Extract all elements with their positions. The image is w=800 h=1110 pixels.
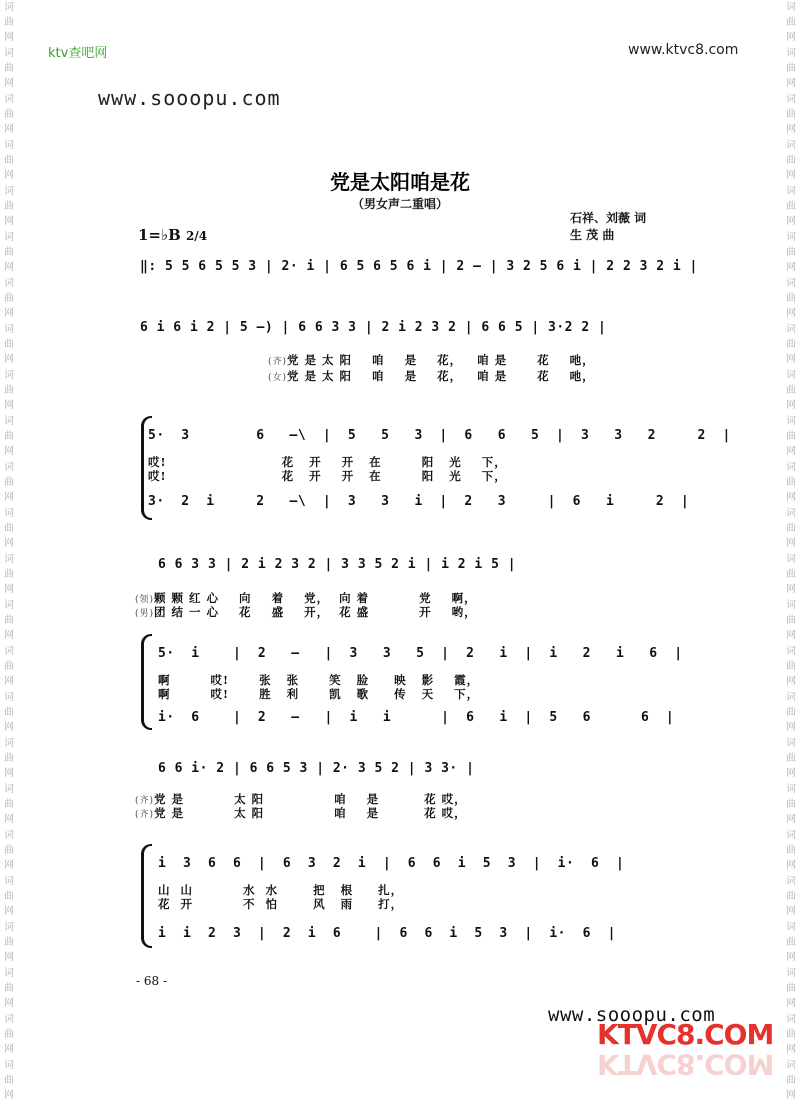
voice-tag: (男)	[135, 609, 155, 619]
top-watermark: www.sooopu.com	[98, 86, 281, 110]
staff-brace	[141, 844, 152, 948]
notation-line-2: 6 i 6 i 2 | 5 –) | 6 6 3 3 | 2 i 2 3 2 | 6 6 5 | 3·2 2 |	[140, 320, 607, 335]
notation-upper-3: 5· 3 6 –\ | 5 5 3 | 6 6 5 | 3 3 2 2 |	[148, 428, 731, 443]
key-signature	[138, 226, 207, 244]
lyric-text: 哎! 花 开 开 在 阳 光 下，	[148, 469, 507, 483]
song-subtitle: （男女声二重唱）	[351, 197, 448, 211]
lyric-text: 颗 颗 红 心 向 着 党， 向 着 党 啊，	[154, 591, 477, 605]
lyric-line	[158, 896, 403, 912]
voice-tag: (领)	[135, 595, 155, 605]
site-logo: KTVC8.COM	[597, 1018, 774, 1051]
notation-upper-5: 5· i | 2 – | 3 3 5 | 2 i | i 2 i 6 |	[158, 646, 683, 661]
bottom-watermark: www.sooopu.com	[548, 1004, 716, 1026]
notation-lower-5: i· 6 | 2 – | i i | 6 i | 5 6 6 |	[158, 710, 675, 725]
right-edge-watermark: 词 曲 网 词 曲 网 词 曲 网 词 曲 网 词 曲 网 词 曲 网 词 曲 网 词 曲 网 词 曲 网 词 曲 网 词 曲 网 词 曲 网 词 曲 网 词 曲 网 词 曲 网 词 曲 网 词 曲 网 词 曲 网 词 曲 网 词 曲 网 词 曲 网 词 曲 网 词 曲 网 词 曲 网	[786, 2, 796, 1101]
composer-credit: 生 茂 曲	[570, 228, 615, 242]
notation-lower-7: i i 2 3 | 2 i 6 | 6 6 i 5 3 | i· 6 |	[158, 926, 616, 941]
lyric-text: 花 开 不 怕 风 雨 打，	[158, 897, 404, 911]
lyric-line	[135, 604, 477, 620]
site-name-left[interactable]: ktv查吧网	[48, 46, 108, 61]
site-url-right[interactable]: www.ktvc8.com	[628, 42, 739, 58]
song-title: 党是太阳咱是花	[330, 170, 470, 194]
key-label: 1=♭B	[138, 226, 181, 244]
lyric-line	[268, 352, 595, 368]
notation-line-6: 6 6 i· 2 | 6 6 5 3 | 2· 3 5 2 | 3 3· |	[158, 761, 475, 776]
notation-line-1: ‖: 5 5 6 5 5 3 | 2· i | 6 5 6 5 6 i | 2 – | 3 2 5 6 i | 2 2 3 2 i |	[140, 259, 698, 274]
lyric-text: 党 是 太 阳 咱 是 花 哎，	[154, 792, 467, 806]
notation-line-4: 6 6 3 3 | 2 i 2 3 2 | 3 3 5 2 i | i 2 i 5 |	[158, 557, 517, 572]
credits	[570, 210, 646, 244]
lyric-text: 党 是 太 阳 咱 是 花 哎，	[154, 806, 467, 820]
voice-tag: (女)	[268, 373, 288, 383]
lyric-text: 啊 哎! 胜 利 凯 歌 传 天 下，	[158, 687, 480, 701]
lyric-line	[268, 368, 595, 384]
lyricist-credit: 石祥、刘薇 词	[570, 211, 647, 225]
lyric-text: 啊 哎! 张 张 笑 脸 映 影 霞，	[158, 673, 480, 687]
page-number: - 68 -	[136, 974, 168, 988]
lyric-text: 党 是 太 阳 咱 是 花， 咱 是 花 吔，	[287, 369, 595, 383]
lyric-text: 山 山 水 水 把 根 扎，	[158, 883, 404, 897]
left-edge-watermark: 词 曲 网 词 曲 网 词 曲 网 词 曲 网 词 曲 网 词 曲 网 词 曲 网 词 曲 网 词 曲 网 词 曲 网 词 曲 网 词 曲 网 词 曲 网 词 曲 网 词 曲 网 词 曲 网 词 曲 网 词 曲 网 词 曲 网 词 曲 网 词 曲 网 词 曲 网 词 曲 网 词 曲 网	[4, 2, 14, 1101]
voice-tag: (齐)	[268, 357, 288, 367]
lyric-line	[158, 686, 479, 702]
voice-tag: (齐)	[135, 810, 155, 820]
staff-brace	[141, 634, 152, 730]
site-logo-reflection: KTVC8.COM	[597, 1048, 774, 1081]
lyric-line	[135, 805, 467, 821]
time-signature: 2/4	[186, 229, 208, 243]
notation-upper-7: i 3 6 6 | 6 3 2 i | 6 6 i 5 3 | i· 6 |	[158, 856, 625, 871]
notation-lower-3: 3· 2 i 2 –\ | 3 3 i | 2 3 | 6 i 2 |	[148, 494, 690, 509]
lyric-text: 党 是 太 阳 咱 是 花， 咱 是 花 吔，	[287, 353, 595, 367]
lyric-line	[148, 468, 507, 484]
lyric-text: 团 结 一 心 花 盛 开， 花 盛 开 哟，	[154, 605, 477, 619]
lyric-text: 哎! 花 开 开 在 阳 光 下，	[148, 455, 507, 469]
voice-tag: (齐)	[135, 796, 155, 806]
